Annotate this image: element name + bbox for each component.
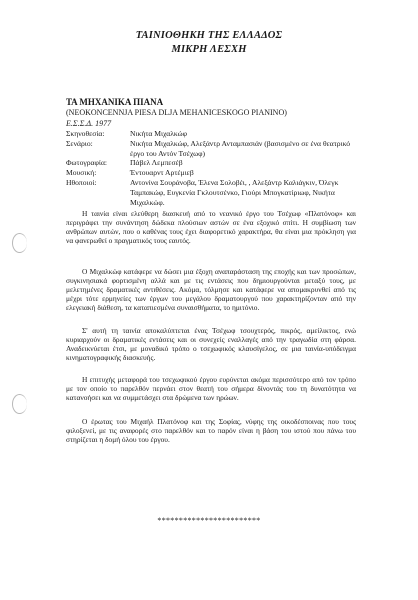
credits-list: [66, 129, 366, 207]
film-country-year: Ε.Σ.Σ.Δ. 1977: [66, 119, 112, 128]
punch-hole: [12, 394, 27, 414]
credit-names: Νικήτα Μιχαλκώφ: [130, 129, 187, 138]
credit-row: [66, 129, 366, 139]
credit-row: [66, 178, 366, 207]
credit-role: Σκηνοθεσία:: [66, 129, 105, 138]
body-paragraph: Η ταινία είναι ελεύθερη διασκευή από το νεανικό έργο του Τσέχωφ «Πλατόνοφ» και περιγράφει την συνάντηση δώδεκα πλούσιων αστών σε ένα εξοχικό σπίτι. Η συμβίωση των ανθρώπων αυτών, που ο καθένας τους έχει διαφορετικό χαρακτήρα, θα είναι μια πρόκληση για να φανερωθεί ο πραγματικός τους εαυτός.: [66, 209, 356, 245]
credit-names: Πάβελ Λεμπεσέβ: [130, 158, 183, 168]
body-paragraph: Η επιτυχής μεταφορά του τσεχωφικού έργου ευρύνεται ακόμα περισσότερο από τον τρόπο με τον οποίο το παρελθόν περνάει στον θεατή του σήμερα δίνοντάς του τη δυνατότητα να κατανοήσει και να συμμετάσχει στα δρώμενα των ηρώων.: [66, 375, 356, 402]
credit-row: [66, 158, 366, 168]
organization-title: ΤΑΙΝΙΟΘΗΚΗ ΤΗΣ ΕΛΛΑΔΟΣ: [135, 30, 283, 41]
organization-subtitle: ΜΙΚΡΗ ΛΕΣΧΗ: [171, 44, 247, 55]
body-paragraph: Ο Μιχαλκώφ κατάφερε να δώσει μια έξοχη αναπαράσταση της εποχής και των προσώπων, συγκινησιακά φορτισμένη αλλά και με τις εντάσεις που δημιουργούνται μεταξύ τους, με μελετημένες δραματικές αντιθέσεις. Ακόμα, τόλμησε και κατάφερε να απομακρυνθεί από τις μέχρι τότε ερμηνείες των έργων του μεγάλου δραματουργού που χαρακτηρίζονταν από την ελεγειακή διάθεση, τα καταπιεσμένα συναισθήματα, το ημιτόνιο.: [66, 267, 356, 312]
body-paragraph: Ο έρωτας του Μιχαήλ Πλατόνοφ και της Σοφίας, νύφης της οικοδέσποινας που τους φιλοξενεί, με τις αναφορές στο παρελθόν και το παρόν είναι η βάση του ιστού που πάνω του στηρίζεται η δομή όλου του έργου.: [66, 417, 356, 444]
credit-role: Φωτογραφία:: [66, 158, 108, 168]
credit-role: Ηθοποιοί:: [66, 177, 97, 187]
credit-role: Μουσική:: [66, 168, 97, 178]
credit-names: Αντονίνα Σουράνοβα, Έλενα Σολοβέι, , Αλεξάντρ Καλιάγκιν, Όλεγκ Ταμπακώφ, Ευγκενία Γκλουτσένκο, Γιούρι Μπογκατίριωφ, Νικήτα Μιχαλκώφ.: [130, 177, 339, 207]
credit-role: Σενάριο:: [66, 138, 93, 148]
credit-row: [66, 168, 366, 178]
body-paragraph: Σ' αυτή τη ταινία αποκαλύπτεται ένας Τσέχωφ τσουχτερός, πικρός, αμείλικτος, ενώ κυριαρχούν οι δραματικές εντάσεις και οι συνεχείς εναλλαγές από την τραγωδία στη φάρσα. Αναδεικνύεται έτσι, με μοναδικό τρόπο ο τσεχωφικός κλαυσίγελος, σε μια ταινία-υπόδειγμα κινηματογραφικής διασκευής.: [66, 326, 356, 362]
film-title: ΤΑ ΜΗΧΑΝΙΚΑ ΠΙΑΝΑ: [66, 97, 164, 107]
film-original-title: (NEOKONCENNJA PIESA DLJA MEHANICESKOGO PIANINO): [66, 108, 287, 117]
credit-names: Νικήτα Μιχαλκώφ, Αλεξάντρ Ανταμπασιάν (βασισμένο σε ένα θεατρικό έργο του Αντόν Τσέχωφ): [130, 138, 351, 158]
end-separator: ************************: [157, 516, 261, 525]
credit-names: Έντουαρντ Αρτέμιεβ: [130, 168, 194, 178]
credit-row: [66, 139, 366, 159]
punch-hole: [12, 233, 27, 253]
